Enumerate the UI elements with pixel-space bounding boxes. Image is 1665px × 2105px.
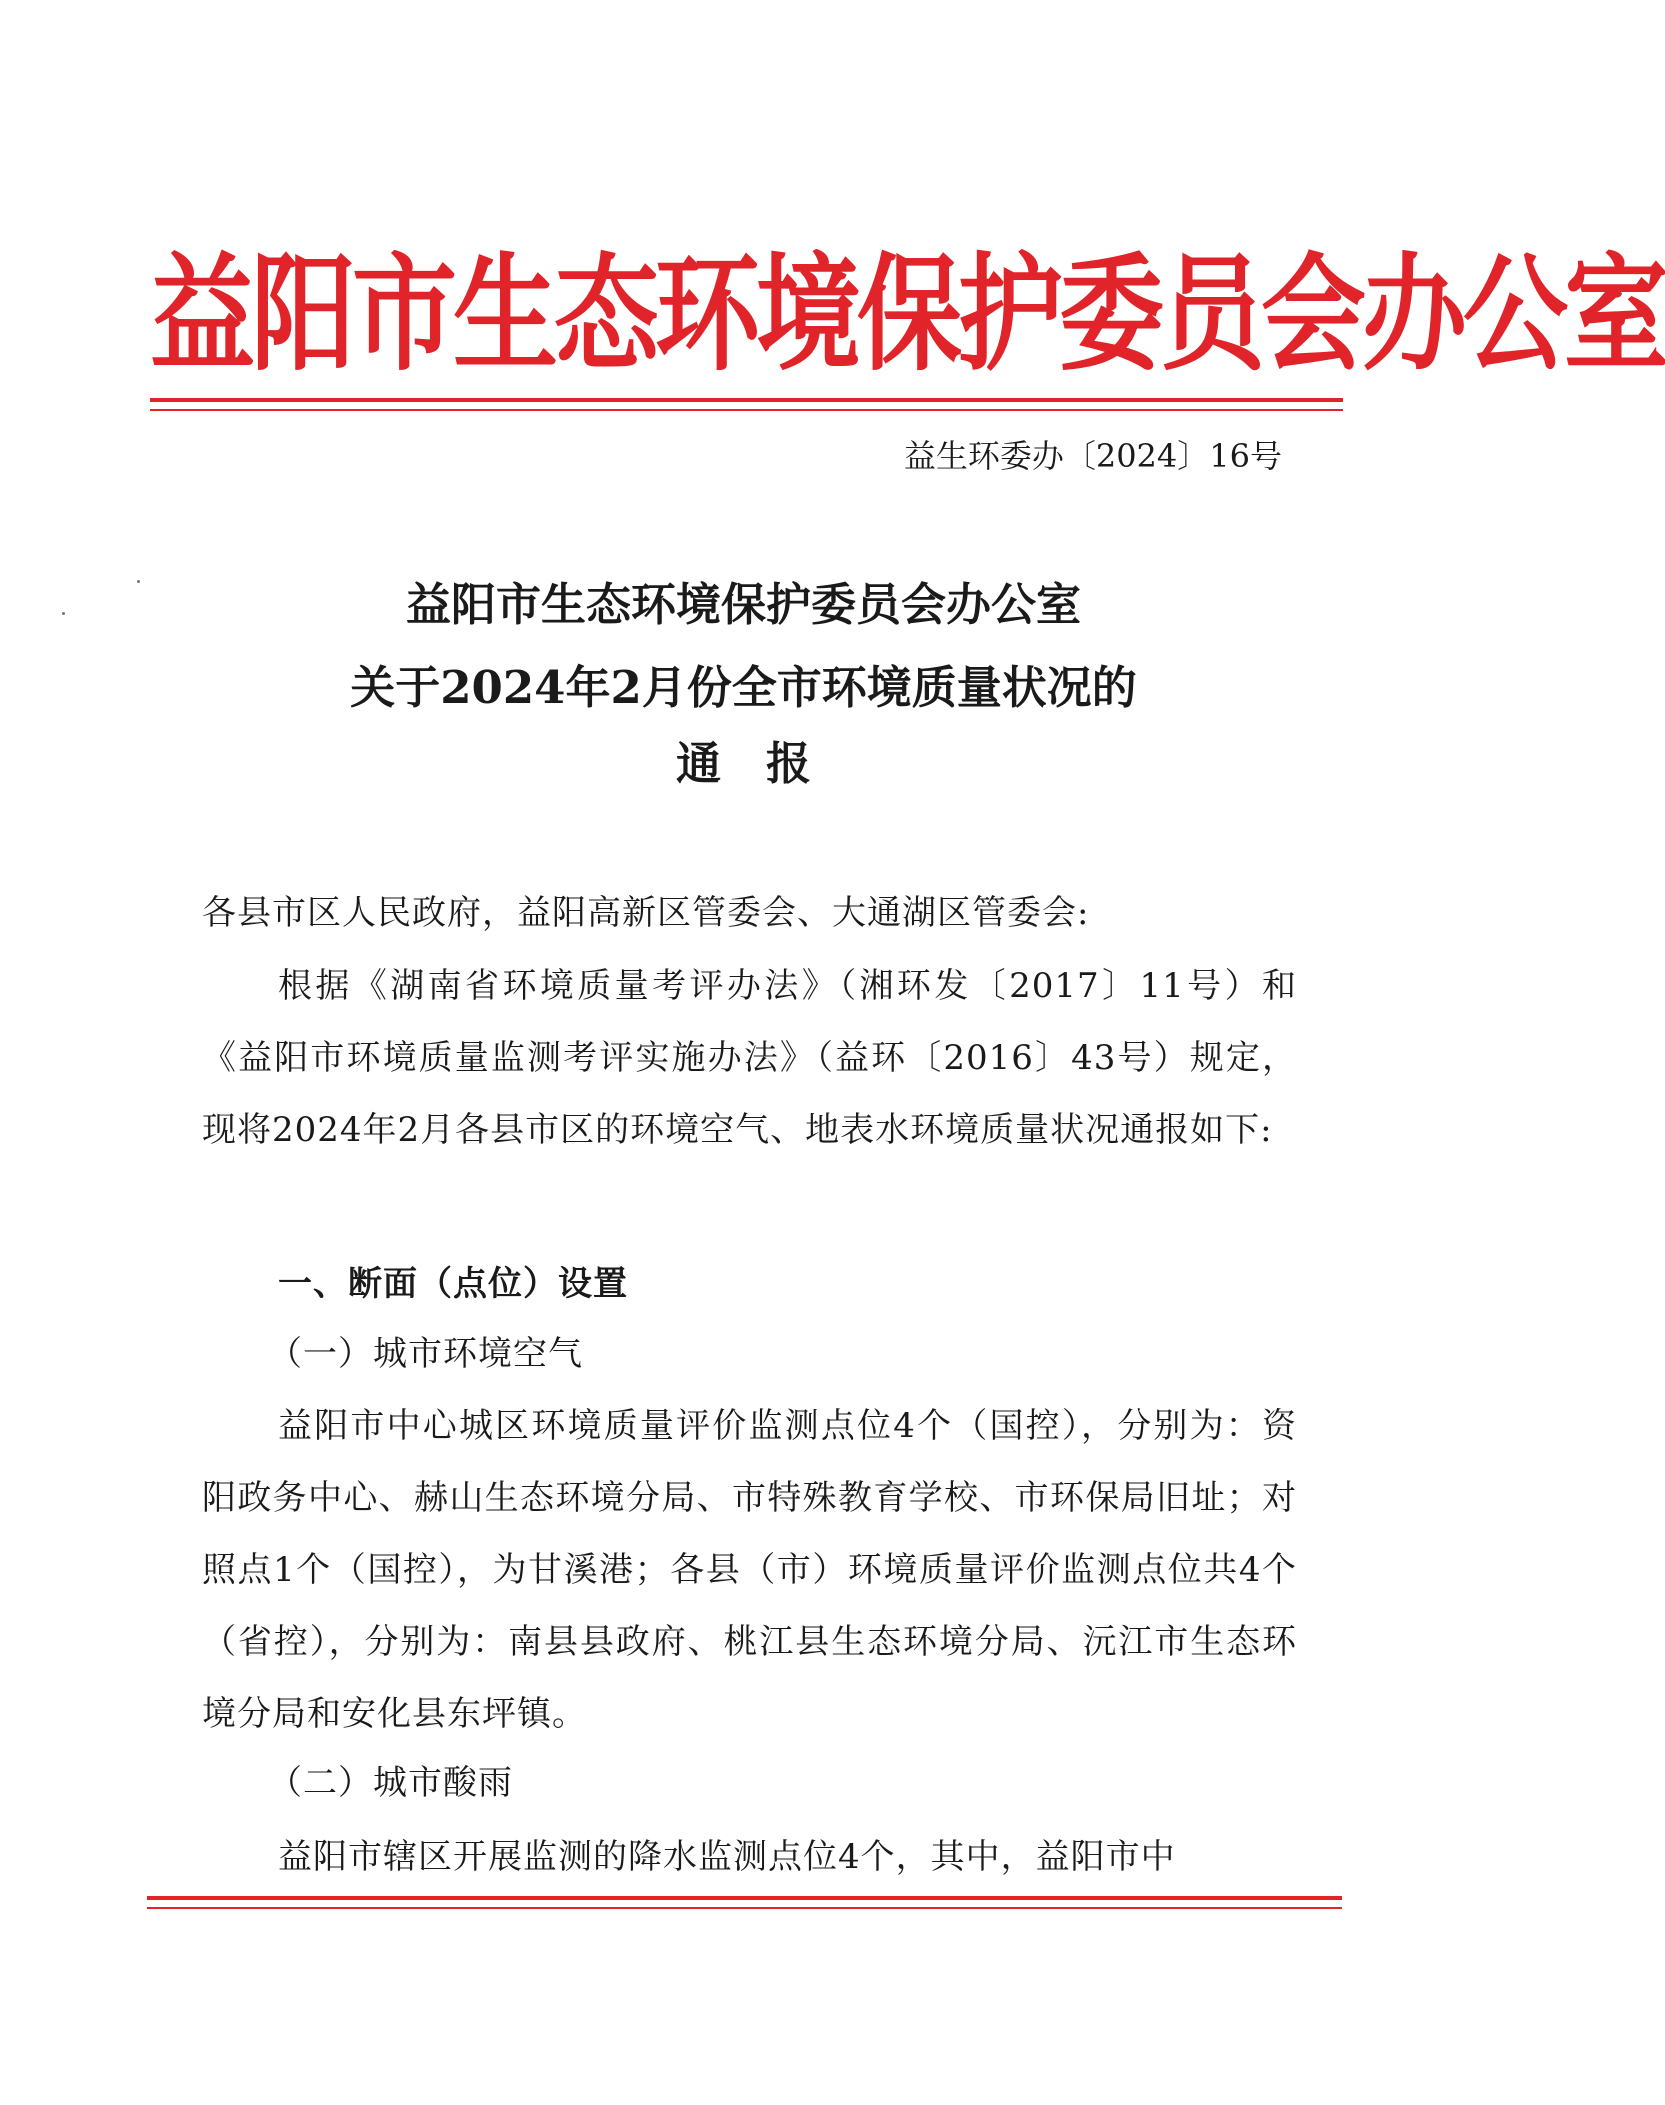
title-line-3: 通 报 [675,737,811,790]
footer-divider-bottom [147,1907,1342,1909]
scan-speck [137,580,140,583]
addressee: 各县市区人民政府，益阳高新区管委会、大通湖区管委会: [202,893,1090,933]
document-number: 益生环委办〔2024〕16号 [903,437,1282,475]
paragraph-air-monitoring: 益阳市中心城区环境质量评价监测点位4个（国控），分别为：资阳政务中心、赫山生态环境分局、市特殊教育学校、市环保局旧址；对照点1个（国控），为甘溪港；各县（市）环境质量评价监测点位共4个（省控），分别为：南县县政府、桃江县生态环境分局、沅江市生态环境分局和安化县东坪镇。 [202,1406,1297,1734]
paragraph-acid-rain: 益阳市辖区开展监测的降水监测点位4个，其中，益阳市中 [278,1837,1176,1877]
masthead-divider-bottom [150,409,1343,411]
intro-paragraph: 根据《湖南省环境质量考评办法》（湘环发〔2017〕11号）和《益阳市环境质量监测考评实施办法》（益环〔2016〕43号）规定，现将2024年2月各县市区的环境空气、地表水环境质量状况通报如下: [202,966,1297,1150]
masthead-divider-top [150,398,1343,402]
subsection-heading-air: （一）城市环境空气 [268,1334,583,1374]
masthead-organization: 益阳市生态环境保护委员会办公室 [150,241,1665,389]
footer-divider-top [147,1896,1342,1900]
scan-speck [62,612,65,615]
subsection-heading-acid-rain: （二）城市酸雨 [268,1763,513,1803]
title-line-1: 益阳市生态环境保护委员会办公室 [405,578,1081,631]
title-line-2: 关于2024年2月份全市环境质量状况的 [350,661,1137,714]
section-heading-1: 一、断面（点位）设置 [278,1264,628,1304]
